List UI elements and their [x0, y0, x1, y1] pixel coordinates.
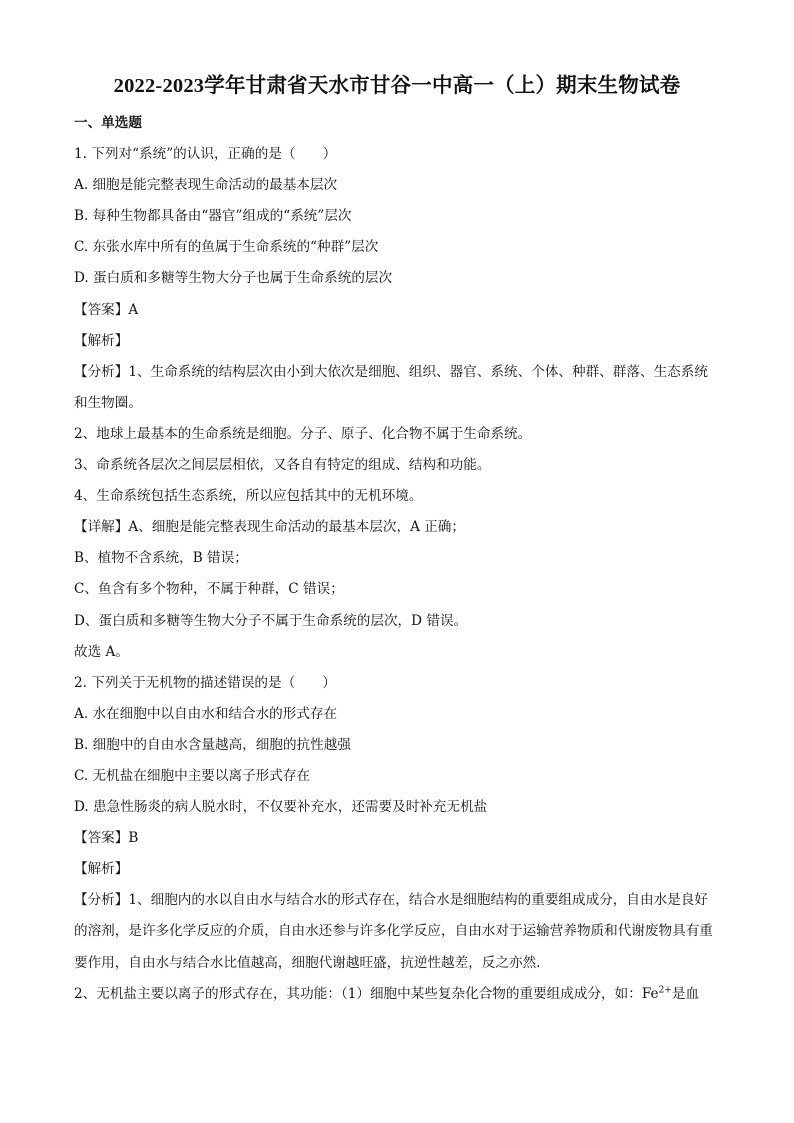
page-title: 2022-2023学年甘肃省天水市甘谷一中高一（上）期末生物试卷 — [113, 75, 681, 97]
question-2-fenxi-1 — [74, 885, 714, 978]
question-1-option-c: C. 东张水库中所有的鱼属于生命系统的“种群”层次 — [74, 239, 379, 256]
question-1-fenxi-4: 4、生命系统包括生态系统，所以应包括其中的无机环境。 — [74, 488, 423, 505]
question-2-answer — [74, 823, 714, 854]
answer-label: 【答案】 — [74, 830, 129, 847]
fenxi-label: 【分析】 — [74, 892, 129, 909]
question-1-fenxi-2: 2、地球上最基本的生命系统是细胞。分子、原子、化合物不属于生命系统。 — [74, 425, 532, 442]
detail-text: A、细胞是能完整表现生命活动的最基本层次，A 正确； — [128, 519, 465, 536]
question-1-fenxi-3: 3、命系统各层次之间层层相依，又各自有特定的组成、结构和功能。 — [74, 457, 491, 474]
question-1-conclusion: 故选 A。 — [74, 643, 129, 660]
question-2-stem: 2. 下列关于无机物的描述错误的是（ ） — [74, 674, 336, 691]
fenxi-label: 【分析】 — [74, 363, 129, 380]
fenxi-text: 1、生命系统的结构层次由小到大依次是细胞、组织、器官、系统、个体、种群、群落、生态系统和生物圈。 — [74, 363, 708, 411]
fenxi-text-pre: 2、无机盐主要以离子的形式存在，其功能：（1）细胞中某些复杂化合物的重要组成成分，如：Fe — [74, 985, 659, 1002]
question-1-detail-2: B、植物不含系统，B 错误； — [74, 550, 248, 567]
question-2-analysis-label: 【解析】 — [74, 861, 129, 878]
document-body — [74, 108, 714, 1010]
question-1-fenxi-1 — [74, 357, 714, 419]
question-1-detail-1 — [74, 512, 714, 543]
question-1-detail-3: C、鱼含有多个物种，不属于种群，C 错误； — [74, 581, 344, 598]
question-2-option-b: B. 细胞中的自由水含量越高，细胞的抗性越强 — [74, 736, 351, 753]
detail-label: 【详解】 — [74, 519, 129, 536]
question-1-answer — [74, 295, 714, 326]
question-1-stem: 1. 下列对“系统”的认识，正确的是（ ） — [74, 146, 337, 163]
question-2-option-d: D. 患急性肠炎的病人脱水时，不仅要补充水，还需要及时补充无机盐 — [74, 799, 488, 816]
fenxi-text: 1、细胞内的水以自由水与结合水的形式存在，结合水是细胞结构的重要组成成分，自由水是良好的溶剂，是许多化学反应的介质，自由水还参与许多化学反应，自由水对于运输营养物质和代谢废物具有重要作用，自由水与结合水比值越高，细胞代谢越旺盛，抗逆性越差，反之亦然. — [74, 892, 713, 971]
answer-value: A — [128, 301, 139, 318]
question-2-option-a: A. 水在细胞中以自由水和结合水的形式存在 — [74, 705, 338, 722]
question-1-option-a: A. 细胞是能完整表现生命活动的最基本层次 — [74, 177, 338, 194]
question-1-analysis-label: 【解析】 — [74, 332, 129, 349]
section-heading: 一、单选题 — [74, 115, 142, 131]
question-1-detail-4: D、蛋白质和多糖等生物大分子不属于生命系统的层次，D 错误。 — [74, 612, 468, 629]
question-1-option-b: B. 每种生物都具备由“器官”组成的“系统”层次 — [74, 208, 352, 225]
fenxi-text-post: 是血 — [671, 985, 700, 1002]
answer-value: B — [128, 830, 139, 847]
answer-label: 【答案】 — [74, 301, 129, 318]
ion-charge-superscript: 2+ — [658, 985, 672, 996]
question-2-fenxi-2 — [74, 979, 714, 1010]
question-1-option-d: D. 蛋白质和多糖等生物大分子也属于生命系统的层次 — [74, 270, 393, 287]
question-2-option-c: C. 无机盐在细胞中主要以离子形式存在 — [74, 767, 311, 784]
